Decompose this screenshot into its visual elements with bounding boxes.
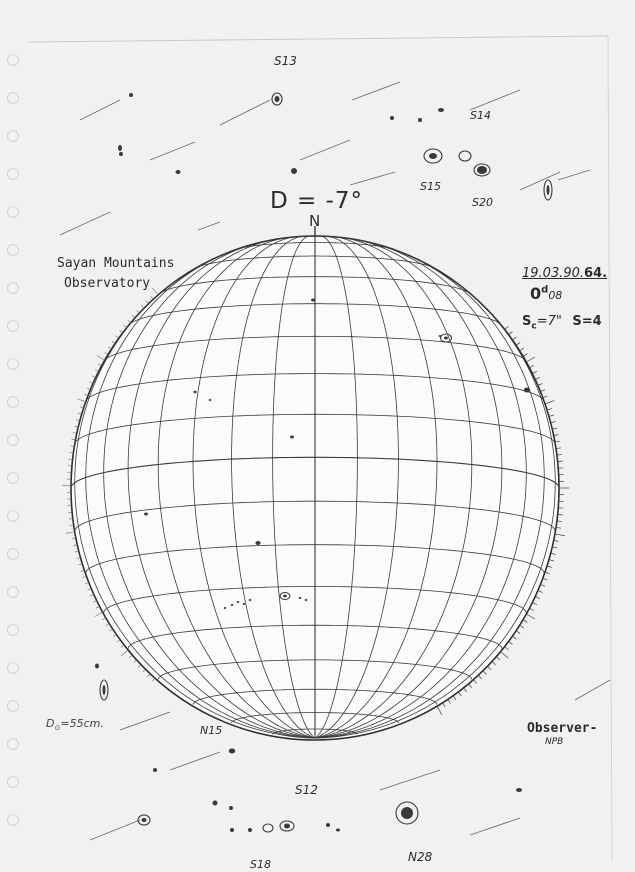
- spot-label-n15: N15: [200, 724, 223, 737]
- scratch-mark: [470, 90, 520, 110]
- binder-hole: [8, 245, 19, 256]
- limb-tick: [88, 588, 92, 590]
- seeing-conditions: [522, 314, 602, 332]
- limb-tick: [137, 310, 140, 313]
- observatory-name: Sayan Mountains: [57, 256, 175, 271]
- scratch-mark: [170, 752, 220, 770]
- spot-label-s18: S18: [250, 858, 271, 871]
- sunspot: [255, 541, 260, 545]
- limb-tick: [529, 608, 533, 610]
- limb-tick: [552, 428, 557, 429]
- observer-initials: NPB: [545, 737, 564, 747]
- diameter-sun-symbol: ⊙: [54, 724, 61, 733]
- declination-label: D = -7°: [270, 188, 364, 214]
- north-marker: N: [309, 212, 321, 230]
- limb-tick: [526, 357, 535, 362]
- limb-tick: [87, 388, 91, 390]
- limb-tick: [535, 596, 540, 598]
- binder-hole: [8, 777, 19, 788]
- limb-tick: [95, 370, 99, 372]
- spot-label-s12: S12: [295, 783, 318, 797]
- limb-tick: [551, 553, 556, 554]
- binder-holes: [8, 55, 19, 826]
- limb-tick: [102, 618, 105, 620]
- diameter-symbol: D: [46, 717, 55, 730]
- scale-value: S=4: [572, 314, 602, 329]
- sunspot: [209, 399, 212, 401]
- limb-tick: [488, 666, 492, 670]
- limb-tick: [89, 382, 93, 384]
- sunspot: [439, 335, 442, 337]
- limb-tick: [93, 600, 97, 602]
- sunspot-fleck: [305, 599, 308, 601]
- limb-tick: [509, 332, 513, 335]
- scratch-mark: [90, 820, 140, 840]
- limb-tick: [496, 657, 500, 660]
- sunspot-fleck: [231, 604, 234, 606]
- paper-top-edge: [28, 36, 608, 42]
- limb-tick: [547, 409, 552, 411]
- limb-tick: [151, 296, 154, 299]
- limb-tick: [152, 678, 155, 681]
- limb-tick: [545, 401, 554, 404]
- outer-spot: [230, 828, 234, 832]
- scratch-mark: [520, 172, 560, 190]
- outer-spot: [547, 185, 550, 195]
- limb-tick: [529, 365, 533, 367]
- time-days: 0: [530, 284, 542, 303]
- outer-spot: [118, 145, 122, 151]
- limb-tick: [501, 652, 509, 658]
- limb-tick: [458, 692, 461, 696]
- outer-spot: [390, 116, 394, 120]
- limb-tick: [121, 645, 124, 647]
- observatory-subtitle: Observatory: [64, 276, 151, 291]
- limb-tick: [473, 680, 476, 684]
- limb-tick: [547, 566, 552, 568]
- observation-time: [530, 284, 562, 303]
- limb-tick: [143, 669, 146, 672]
- limb-tick: [97, 356, 105, 361]
- binder-hole: [8, 473, 19, 484]
- binder-hole: [8, 663, 19, 674]
- limb-tick: [116, 336, 119, 338]
- limb-tick: [108, 347, 111, 349]
- limb-tick: [535, 377, 540, 379]
- limb-tick: [516, 342, 520, 345]
- sunspot-fleck: [299, 597, 302, 599]
- binder-hole: [8, 625, 19, 636]
- scratch-mark: [150, 142, 195, 160]
- outer-spot: [418, 118, 422, 122]
- sunspot: [144, 513, 148, 516]
- limb-tick: [523, 620, 527, 623]
- outer-spot-outline: [263, 824, 273, 832]
- diameter-value: =55cm.: [60, 717, 104, 730]
- spot-label-s20: S20: [472, 196, 493, 209]
- limb-tick: [555, 441, 560, 442]
- outer-spot: [326, 823, 330, 827]
- binder-hole: [8, 93, 19, 104]
- outer-spot: [153, 768, 157, 772]
- limb-tick: [141, 305, 144, 308]
- scratch-mark: [558, 170, 590, 180]
- outer-spot: [129, 93, 133, 97]
- binder-hole: [8, 283, 19, 294]
- outer-spot: [438, 108, 444, 112]
- limb-tick: [478, 675, 481, 679]
- outer-spot: [516, 788, 522, 792]
- outer-spot: [291, 168, 297, 174]
- scratch-mark: [470, 818, 520, 835]
- binder-hole: [8, 739, 19, 750]
- outer-spot: [103, 685, 106, 695]
- limb-tick: [152, 288, 158, 295]
- limb-tick: [129, 655, 132, 658]
- limb-tick: [66, 532, 75, 534]
- scratch-mark: [352, 82, 400, 100]
- outer-spot: [275, 96, 280, 102]
- limb-tick: [132, 315, 135, 318]
- scratch-mark: [220, 100, 270, 125]
- binder-hole: [8, 55, 19, 66]
- scratch-mark: [350, 172, 395, 185]
- outer-spot-outline: [459, 151, 471, 161]
- limb-tick: [95, 612, 103, 616]
- binder-hole: [8, 815, 19, 826]
- sunspot: [193, 391, 196, 393]
- limb-tick: [146, 301, 149, 304]
- limb-tick: [523, 354, 527, 357]
- binder-hole: [8, 321, 19, 332]
- seeing-value: =7": [536, 314, 562, 329]
- observation-number: 64.: [584, 266, 608, 281]
- limb-tick: [105, 352, 108, 354]
- limb-tick: [505, 647, 509, 650]
- limb-tick: [112, 341, 115, 343]
- seeing-symbol: S: [522, 314, 532, 329]
- limb-tick: [113, 634, 116, 636]
- scratch-mark: [80, 100, 120, 120]
- limb-tick: [92, 376, 96, 378]
- limb-tick: [138, 665, 141, 668]
- limb-tick: [437, 706, 442, 715]
- limb-tick: [109, 629, 112, 631]
- outer-spot: [229, 806, 233, 810]
- sunspot-fleck: [224, 607, 227, 609]
- observer-label: Observer-: [527, 721, 598, 736]
- outer-spot: [336, 829, 340, 832]
- limb-tick: [128, 320, 131, 323]
- limb-tick: [469, 684, 472, 688]
- limb-tick: [505, 326, 509, 329]
- limb-tick: [98, 364, 101, 366]
- spot-label-s15: S15: [420, 180, 441, 193]
- sunspot: [283, 595, 287, 598]
- seeing-subscript: c: [531, 321, 537, 332]
- binder-hole: [8, 131, 19, 142]
- outer-spot: [248, 828, 252, 832]
- limb-tick: [512, 636, 516, 639]
- scratch-mark: [198, 222, 220, 230]
- limb-tick: [543, 578, 548, 580]
- paper-right-edge: [608, 36, 612, 860]
- limb-tick: [106, 623, 109, 625]
- limb-tick: [540, 390, 545, 392]
- limb-tick: [520, 625, 524, 628]
- outer-spot: [284, 824, 290, 829]
- limb-tick: [532, 602, 536, 604]
- limb-tick: [134, 660, 137, 663]
- outer-spot: [401, 807, 413, 819]
- scratch-mark: [300, 140, 350, 160]
- limb-tick: [545, 572, 550, 574]
- scratch-mark: [575, 680, 610, 700]
- outer-spot: [119, 152, 123, 156]
- time-fraction: 08: [548, 289, 563, 302]
- binder-hole: [8, 435, 19, 446]
- observation-date: [522, 266, 607, 281]
- scratch-mark: [380, 770, 440, 790]
- binder-hole: [8, 359, 19, 370]
- sunspot-fleck: [249, 599, 252, 601]
- binder-hole: [8, 397, 19, 408]
- limb-tick: [464, 688, 467, 692]
- time-unit: d: [541, 284, 549, 296]
- limb-tick: [120, 330, 123, 332]
- binder-hole: [8, 169, 19, 180]
- limb-tick: [526, 614, 535, 619]
- limb-tick: [549, 415, 554, 416]
- limb-tick: [124, 325, 127, 328]
- binder-hole: [8, 549, 19, 560]
- outer-spot: [142, 818, 147, 822]
- binder-hole: [8, 207, 19, 218]
- limb-tick: [147, 674, 150, 677]
- spot-label-n28: N28: [408, 850, 433, 864]
- binder-hole: [8, 587, 19, 598]
- sunspot: [229, 749, 236, 754]
- scratch-mark: [60, 212, 110, 235]
- limb-tick: [555, 534, 565, 536]
- sunspot: [311, 299, 315, 302]
- sunspot-fleck: [237, 601, 240, 603]
- date-value: 19.03.90.: [522, 266, 585, 281]
- sunspot: [290, 436, 294, 439]
- sunspot-fleck: [243, 603, 246, 605]
- spot-label-s14: S14: [470, 109, 491, 122]
- outer-spot: [429, 153, 437, 159]
- limb-tick: [516, 631, 520, 634]
- sunspot: [524, 388, 531, 393]
- limb-tick: [552, 547, 557, 548]
- limb-tick: [512, 337, 516, 340]
- scratch-mark: [120, 712, 170, 730]
- limb-tick: [551, 421, 556, 422]
- limb-tick: [483, 671, 486, 675]
- limb-tick: [442, 703, 445, 707]
- limb-tick: [453, 696, 456, 700]
- limb-tick: [538, 590, 543, 592]
- limb-tick: [117, 640, 120, 642]
- limb-tick: [540, 584, 545, 586]
- outer-spot: [95, 664, 99, 669]
- disk-diameter-note: [46, 717, 104, 732]
- limb-tick: [77, 399, 85, 402]
- binder-hole: [8, 511, 19, 522]
- limb-tick: [121, 650, 128, 656]
- spot-label-s13: S13: [274, 54, 297, 68]
- limb-tick: [492, 661, 496, 664]
- limb-tick: [549, 560, 554, 561]
- outer-spot: [477, 166, 487, 174]
- limb-tick: [90, 594, 94, 596]
- binder-hole: [8, 701, 19, 712]
- limb-tick: [520, 348, 524, 351]
- outer-spot: [176, 170, 181, 174]
- outer-spot: [213, 801, 218, 806]
- limb-tick: [532, 371, 536, 373]
- limb-tick: [448, 699, 451, 703]
- limb-tick: [509, 641, 513, 644]
- sunspot: [444, 337, 448, 340]
- limb-tick: [538, 383, 543, 385]
- limb-tick: [96, 606, 100, 608]
- limb-tick: [543, 396, 548, 398]
